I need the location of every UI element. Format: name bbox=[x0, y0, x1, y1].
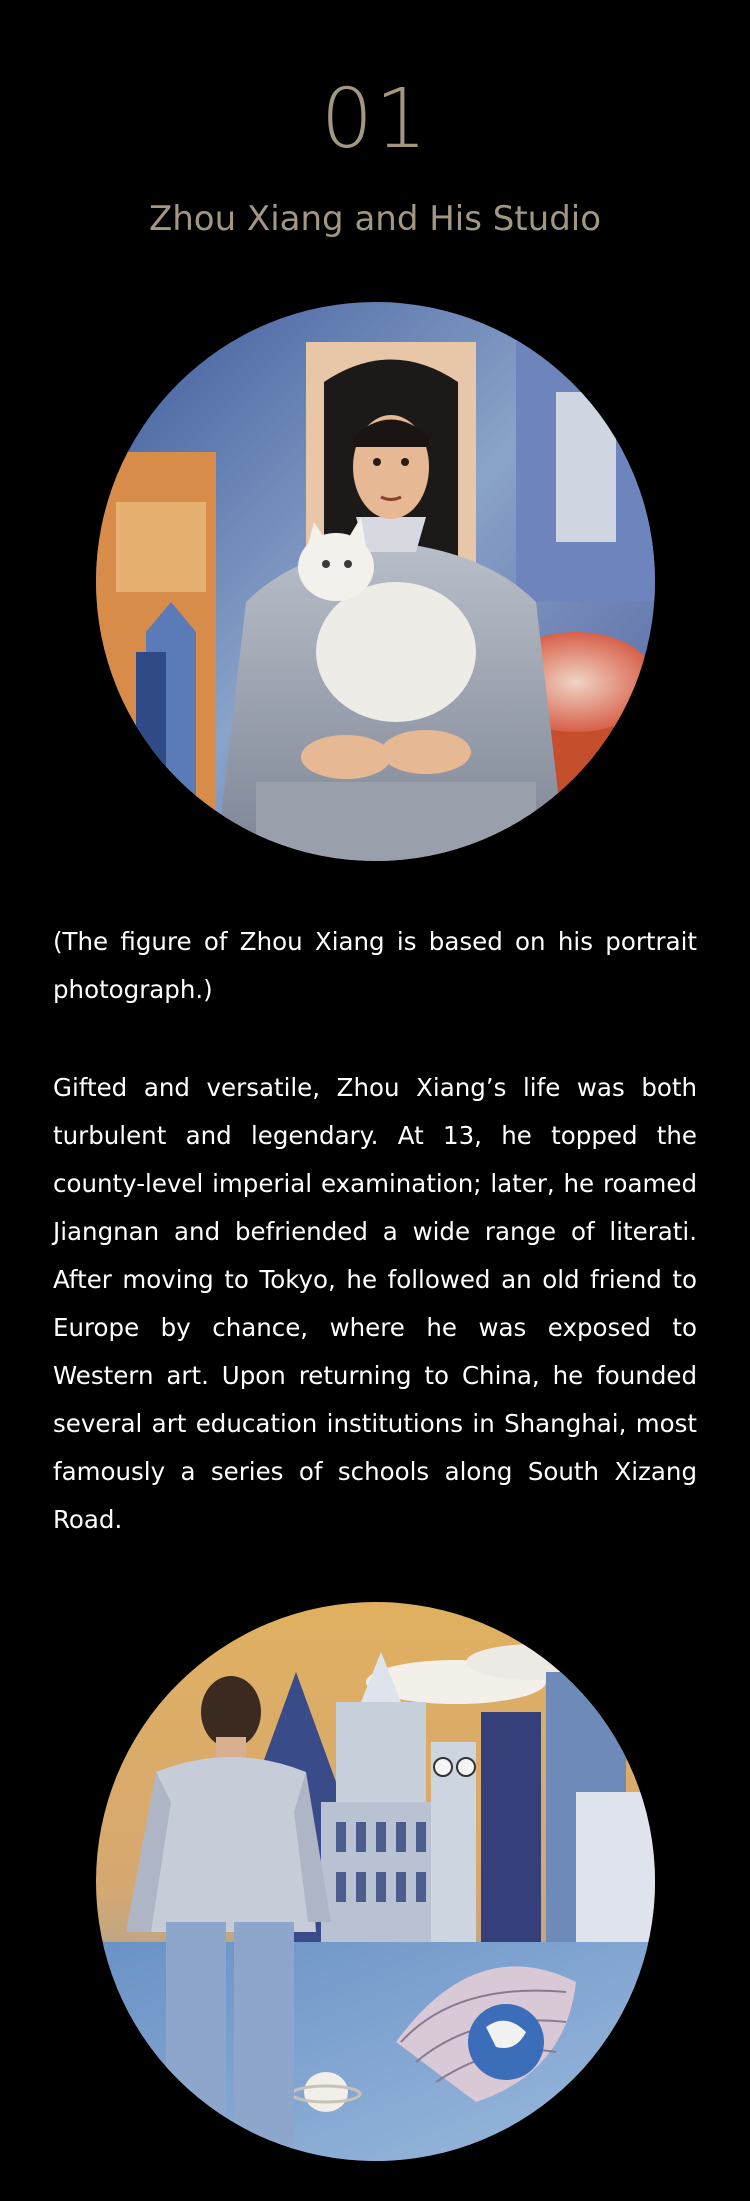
portrait-painting bbox=[96, 302, 655, 861]
section-title: Zhou Xiang and His Studio bbox=[148, 199, 602, 239]
city-painting bbox=[96, 1602, 655, 2161]
biography-text: Gifted and versatile, Zhou Xiang’s life was both turbulent and legendary. At 13, he topped the county-level imperial examination; later, he roamed Jiangnan and befriended a wide range of literati. After moving to Tokyo, he followed an old friend to Europe by chance, where he was exposed to Western art. Upon returning to China, he founded several art education institutions in Shanghai, most famously a series of schools along South Xizang Road. bbox=[53, 1073, 697, 1534]
section-number: 01 bbox=[320, 72, 430, 167]
painting-caption: (The figure of Zhou Xiang is based on his portrait photograph.) bbox=[53, 927, 697, 1004]
